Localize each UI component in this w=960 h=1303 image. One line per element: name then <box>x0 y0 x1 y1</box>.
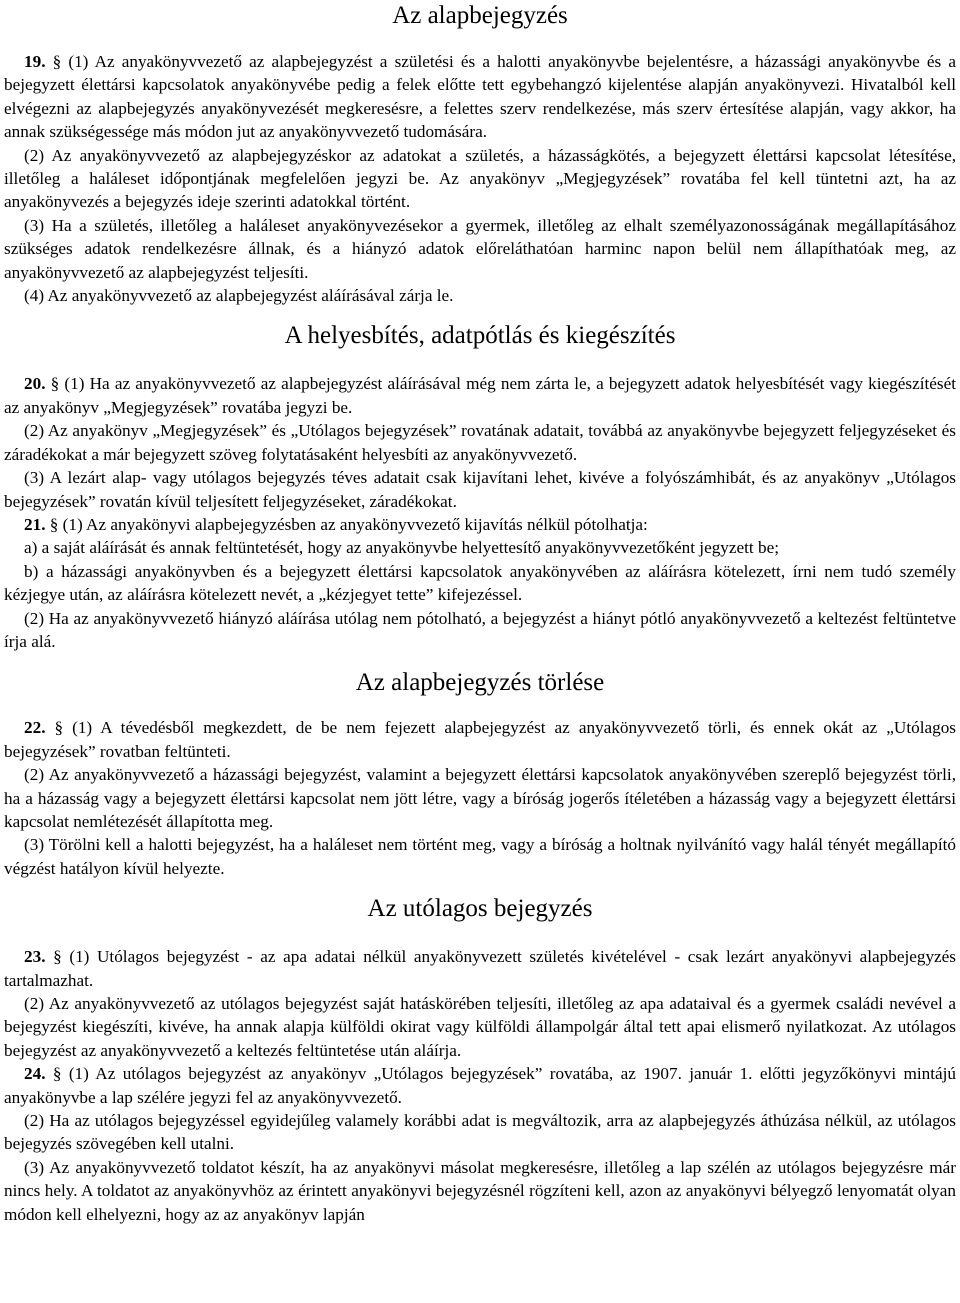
paragraph-21-2: (2) Ha az anyakönyvvezető hiányzó aláírása utólag nem pótolható, a bejegyzést a hiányt pótló anyakönyvvezető a keltezést feltüntetve írja alá. <box>4 608 956 651</box>
paragraph-text: § (1) A tévedésből megkezdett, de be nem fejezett alapbejegyzést az anyakönyvvezető törli, és ennek okát az „Utólagos bejegyzések” rovatban feltünteti. <box>4 718 956 761</box>
paragraph-19-4: (4) Az anyakönyvvezető az alapbejegyzést aláírásával zárja le. <box>24 286 454 306</box>
section-title-correction: A helyesbítés, adatpótlás és kiegészítés <box>284 322 676 350</box>
section-number: 24. <box>24 1064 46 1084</box>
section-number: 20. <box>24 374 46 394</box>
section-number: 19. <box>24 52 46 71</box>
paragraph-21-b: b) a házassági anyakönyvben és a bejegyzett élettársi kapcsolatok anyakönyvében az aláírásra kötelezett, írni nem tudó személy kézjegye után, az aláírásra kötelezett nevét, a „kézjegyet tette” kifejezéssel. <box>4 561 956 605</box>
paragraph-text: § (1) Utólagos bejegyzést - az apa adatai nélkül anyakönyvezett születés kivételével - csak lezárt anyakönyvi alapbejegyzés tartalmazhat. <box>4 947 956 990</box>
section-title-subsequent-entry: Az utólagos bejegyzés <box>367 895 593 923</box>
section-title-deletion: Az alapbejegyzés törlése <box>355 669 605 697</box>
paragraph-22-2: (2) Az anyakönyvvezető a házassági bejegyzést, valamint a bejegyzett élettársi kapcsolatok anyakönyvében szereplő bejegyzést törli, ha a házasság vagy a bejegyzett élettársi kapcsolat nem jött létre, vagy a bíróság jogerős ítéletében a házasság vagy a bejegyzett élettársi kapcsolat nemlétezését állapította meg. <box>4 765 956 831</box>
paragraph-19-1 <box>4 50 956 144</box>
paragraph-19-3: (3) Ha a születés, illetőleg a haláleset anyakönyvezésekor a gyermek, illetőleg az elhalt személyazonosságának megállapításához szükséges adatok rendelkezésre állnak, és a hiányzó adatok előreláthatóan harminc napon belül nem állapíthatóak meg, az anyakönyvvezető az alapbejegyzést teljesíti. <box>4 215 956 282</box>
paragraph-20-2: (2) Az anyakönyv „Megjegyzések” és „Utólagos bejegyzések” rovatának adatait, továbbá az anyakönyvbe bejegyzett feljegyzéseket és záradékokat a már bejegyzett szöveg folytatásaként helyesbíti az anyakönyvvezető. <box>4 421 956 464</box>
paragraph-20-3: (3) A lezárt alap- vagy utólagos bejegyzés téves adatait csak kijavítani lehet, kivéve a folyószámhibát, és az anyakönyv „Utólagos bejegyzések” rovatán kívül teljesített feljegyzéseket, záradékokat. <box>4 468 956 511</box>
paragraph-24-1 <box>4 1062 956 1109</box>
paragraph-text: § (1) Az anyakönyvi alapbejegyzésben az anyakönyvvezető kijavítás nélkül pótolhatja: <box>45 514 648 534</box>
paragraph-24-3: (3) Az anyakönyvvezető toldatot készít, ha az anyakönyvi másolat megkeresésre, illetőleg a lap szélén az utólagos bejegyzésre már nincs hely. A toldatot az anyakönyvhöz az érintett anyakönyvi bejegyzésnél rögzíteni kell, azon az anyakönyvi bélyegző lenyomatát olyan módon kell elhelyezni, hogy az az anyakönyv lapján <box>4 1157 956 1224</box>
paragraph-24-2: (2) Ha az utólagos bejegyzéssel egyidejűleg valamely korábbi adat is megváltozik, arra az alapbejegyzés áthúzása nélkül, az utólagos bejegyzés szövegében kell utalni. <box>4 1111 956 1154</box>
paragraph-text: § (1) Az utólagos bejegyzést az anyakönyv „Utólagos bejegyzések” rovatába, az 1907. január 1. előtti jegyzőkönyvi mintájú anyakönyvbe a lap szélére jegyzi fel az anyakönyvvezető. <box>4 1064 956 1107</box>
paragraph-19-2: (2) Az anyakönyvvezető az alapbejegyzéskor az adatokat a születés, a házasságkötés, a bejegyzett élettársi kapcsolat létesítése, illetőleg a haláleset időpontjának megfelelően jegyzi be. Az anyakönyv „Megjegyzések” rovatába fel kell tüntetni azt, ha az anyakönyvezés a bejegyzés ideje szerinti adatokkal történt. <box>4 145 956 212</box>
paragraph-22-1 <box>4 716 956 763</box>
paragraph-text: § (1) Az anyakönyvvezető az alapbejegyzést a születési és a halotti anyakönyvbe bejelentésre, a házassági anyakönyvbe és a bejegyzett élettársi kapcsolatok anyakönyvébe pedig a felek előtte tett egybehangzó kijelentése alapján anyakönyvezi. Hivatalból kell elvégezni az alapbejegyzés anyakönyvezését megkeresésre, a felettes szerv rendelkezése, más szerv értesítése alapján, vagy akkor, ha annak szükségessége más módon jut az anyakönyvvezető tudomására. <box>4 52 956 142</box>
paragraph-text: § (1) Ha az anyakönyvvezető az alapbejegyzést aláírásával még nem zárta le, a bejegyzett adatok helyesbítését vagy kiegészítését az anyakönyv „Megjegyzések” rovatába jegyzi be. <box>4 374 956 417</box>
paragraph-20-1 <box>4 372 956 419</box>
section-number: 21. <box>24 514 46 534</box>
paragraph-21-1 <box>4 513 956 536</box>
section-title-basic-entry: Az alapbejegyzés <box>392 2 568 29</box>
paragraph-23-2: (2) Az anyakönyvvezető az utólagos bejegyzést saját hatáskörében teljesíti, illetőleg az apa adataival és a gyermek családi nevével a bejegyzést kiegészíti, kivéve, ha annak alapja külföldi okirat vagy külföldi állampolgár által tett apai elismerő nyilatkozat. Az utólagos bejegyzést az anyakönyvvezető a keltezés feltüntetése után aláírja. <box>4 994 956 1060</box>
paragraph-23-1 <box>4 945 956 992</box>
paragraph-21-a: a) a saját aláírását és annak feltüntetését, hogy az anyakönyvbe helyettesítő anyakönyvvezetőként jegyzett be; <box>24 538 779 558</box>
section-number: 23. <box>24 947 46 967</box>
section-number: 22. <box>24 718 46 738</box>
paragraph-22-3: (3) Törölni kell a halotti bejegyzést, ha a haláleset nem történt meg, vagy a bíróság a holtnak nyilvánító vagy halál tényét megállapító végzést hatályon kívül helyezte. <box>4 835 956 878</box>
